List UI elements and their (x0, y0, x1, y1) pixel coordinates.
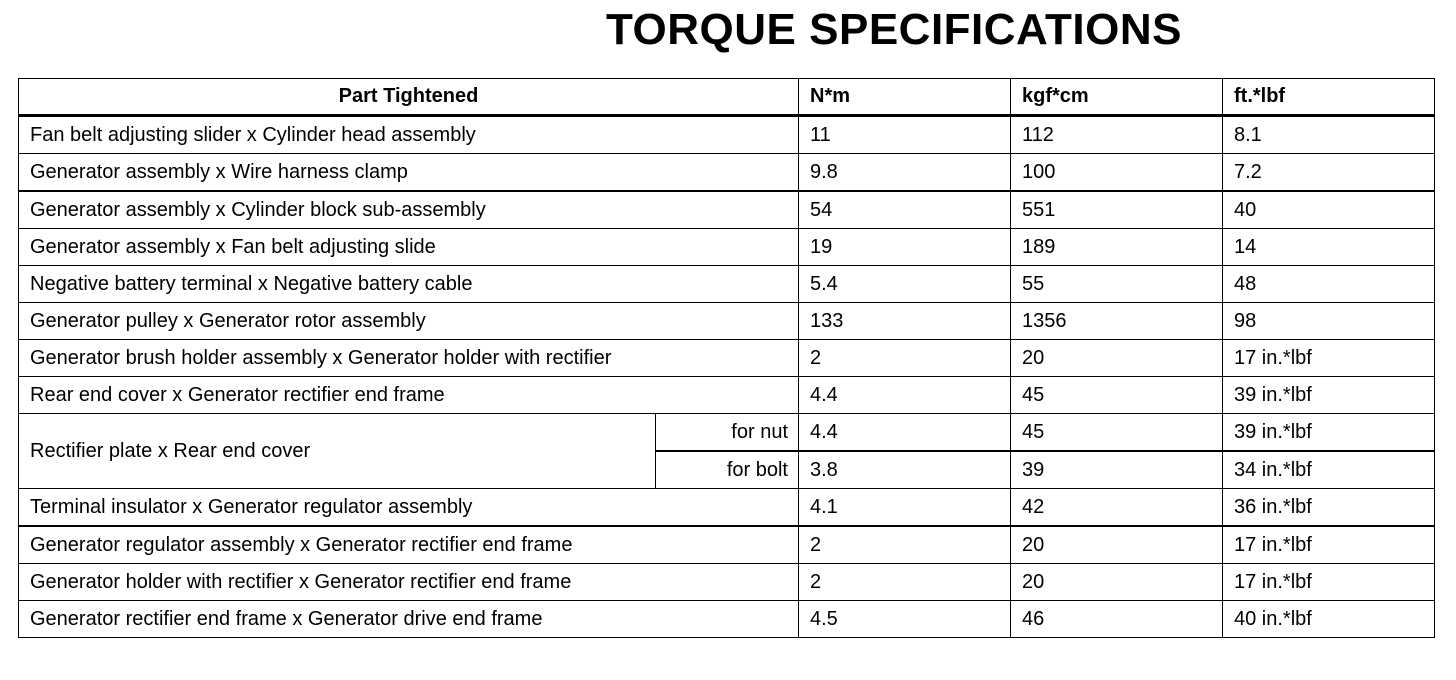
nm-cell: 4.4 (799, 377, 1011, 414)
kgfcm-cell: 45 (1011, 414, 1223, 452)
ftlbf-cell: 17 in.*lbf (1223, 340, 1435, 377)
ftlbf-cell: 39 in.*lbf (1223, 414, 1435, 452)
table-row (19, 229, 1435, 266)
ftlbf-cell: 17 in.*lbf (1223, 564, 1435, 601)
table-row (19, 266, 1435, 303)
table-row (19, 601, 1435, 638)
nm-cell: 9.8 (799, 154, 1011, 192)
nm-cell: 54 (799, 191, 1011, 229)
ftlbf-cell: 39 in.*lbf (1223, 377, 1435, 414)
part-cell: Generator assembly x Cylinder block sub-assembly (19, 191, 799, 229)
nm-cell: 2 (799, 340, 1011, 377)
part-cell: Generator rectifier end frame x Generator drive end frame (19, 601, 799, 638)
torque-spec-table (18, 78, 1435, 638)
kgfcm-cell: 42 (1011, 489, 1223, 527)
ftlbf-cell: 14 (1223, 229, 1435, 266)
part-cell: Generator assembly x Wire harness clamp (19, 154, 799, 192)
ftlbf-cell: 36 in.*lbf (1223, 489, 1435, 527)
header-ftlbf: ft.*lbf (1223, 79, 1435, 116)
nm-cell: 4.1 (799, 489, 1011, 527)
nm-cell: 11 (799, 116, 1011, 154)
part-cell: Generator assembly x Fan belt adjusting slide (19, 229, 799, 266)
table-row (19, 377, 1435, 414)
nm-cell: 19 (799, 229, 1011, 266)
table-row (19, 191, 1435, 229)
part-cell: Generator brush holder assembly x Generator holder with rectifier (19, 340, 799, 377)
nm-cell: 133 (799, 303, 1011, 340)
header-part-tightened: Part Tightened (19, 79, 799, 116)
kgfcm-cell: 112 (1011, 116, 1223, 154)
table-row (19, 489, 1435, 527)
nm-cell: 2 (799, 564, 1011, 601)
kgfcm-cell: 189 (1011, 229, 1223, 266)
kgfcm-cell: 20 (1011, 340, 1223, 377)
ftlbf-cell: 48 (1223, 266, 1435, 303)
nm-cell: 5.4 (799, 266, 1011, 303)
kgfcm-cell: 1356 (1011, 303, 1223, 340)
header-nm: N*m (799, 79, 1011, 116)
kgfcm-cell: 551 (1011, 191, 1223, 229)
kgfcm-cell: 45 (1011, 377, 1223, 414)
part-cell: Generator holder with rectifier x Generator rectifier end frame (19, 564, 799, 601)
ftlbf-cell: 8.1 (1223, 116, 1435, 154)
nm-cell: 4.4 (799, 414, 1011, 452)
part-cell: Generator pulley x Generator rotor assembly (19, 303, 799, 340)
part-cell: Terminal insulator x Generator regulator assembly (19, 489, 799, 527)
table-row (19, 340, 1435, 377)
part-cell: Generator regulator assembly x Generator rectifier end frame (19, 526, 799, 564)
nm-cell: 4.5 (799, 601, 1011, 638)
sub-label-cell: for nut (656, 414, 799, 452)
nm-cell: 2 (799, 526, 1011, 564)
ftlbf-cell: 17 in.*lbf (1223, 526, 1435, 564)
table-row (19, 154, 1435, 192)
page-title: TORQUE SPECIFICATIONS (605, 5, 1183, 54)
nm-cell: 3.8 (799, 451, 1011, 489)
kgfcm-cell: 39 (1011, 451, 1223, 489)
table-row-split-nut (19, 414, 1435, 452)
kgfcm-cell: 20 (1011, 526, 1223, 564)
kgfcm-cell: 100 (1011, 154, 1223, 192)
table-row (19, 526, 1435, 564)
part-cell: Negative battery terminal x Negative battery cable (19, 266, 799, 303)
table-row (19, 303, 1435, 340)
kgfcm-cell: 55 (1011, 266, 1223, 303)
table-header-row (19, 79, 1435, 116)
sub-label-cell: for bolt (656, 451, 799, 489)
ftlbf-cell: 34 in.*lbf (1223, 451, 1435, 489)
header-kgfcm: kgf*cm (1011, 79, 1223, 116)
part-cell: Rear end cover x Generator rectifier end frame (19, 377, 799, 414)
ftlbf-cell: 40 in.*lbf (1223, 601, 1435, 638)
kgfcm-cell: 20 (1011, 564, 1223, 601)
ftlbf-cell: 40 (1223, 191, 1435, 229)
kgfcm-cell: 46 (1011, 601, 1223, 638)
table-row (19, 564, 1435, 601)
ftlbf-cell: 7.2 (1223, 154, 1435, 192)
table-row (19, 116, 1435, 154)
part-cell: Fan belt adjusting slider x Cylinder head assembly (19, 116, 799, 154)
part-cell: Rectifier plate x Rear end cover (19, 414, 656, 489)
ftlbf-cell: 98 (1223, 303, 1435, 340)
